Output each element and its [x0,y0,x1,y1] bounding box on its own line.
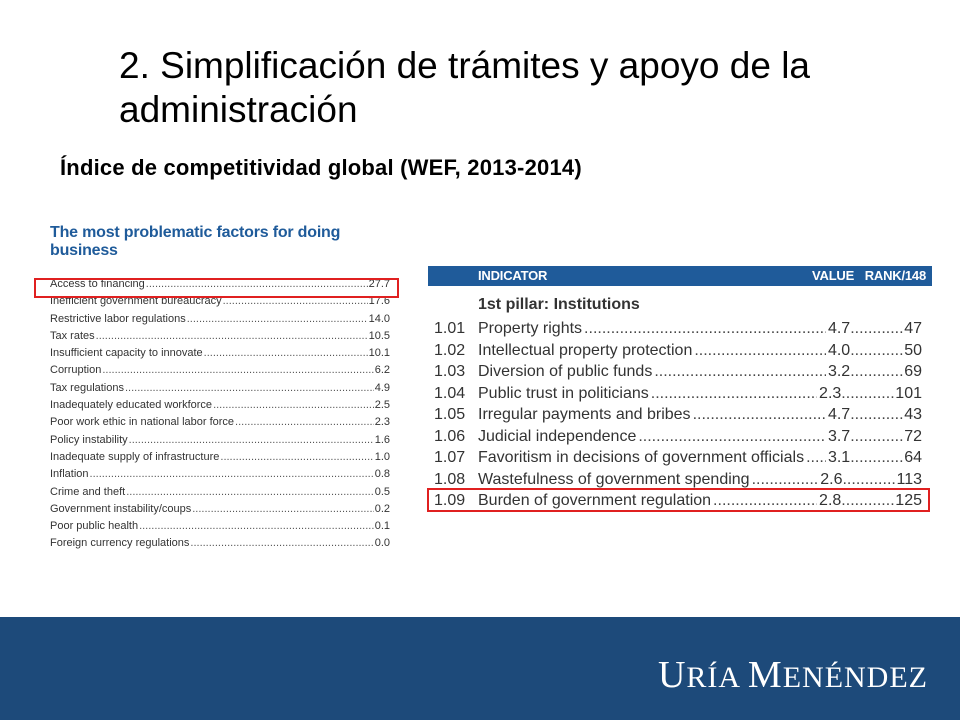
indicator-number: 1.05 [434,406,466,423]
factor-value: 0.8 [374,468,390,481]
indicator-rank: 113 [896,470,922,488]
factor-label: Tax regulations [50,381,124,394]
indicator-row [428,383,932,405]
indicator-rank: 69 [904,363,922,380]
indicator-name: Burden of government regulation [478,492,712,509]
indicator-number: 1.01 [434,320,466,337]
leader-dots [638,426,826,448]
indicator-list [428,318,932,512]
indicator-value: 3.7 [827,427,851,445]
highlight-box-regulation [427,488,930,512]
indicator-value: 2.8 [819,492,842,509]
indicator-value: 4.0 [827,341,851,359]
indicator-name: Favoritism in decisions of government officials [478,449,805,466]
header-indicator: INDICATOR [478,268,548,283]
leader-dots [96,328,368,345]
indicator-rank: 101 [895,384,922,402]
indicator-number: 1.03 [434,363,466,380]
factor-label: Access to financing [50,278,145,290]
indicator-value: 3.2 [827,363,851,380]
leader-dots [235,414,374,431]
indicator-row [428,318,932,340]
slide-title: 2. Simplificación de trámites y apoyo de la administración [119,45,811,130]
factor-value: 6.2 [374,364,390,377]
factor-row [50,518,390,535]
indicator-number: 1.06 [434,427,466,445]
highlight-box-bureaucracy [34,278,399,298]
factor-value: 27.7 [368,278,390,290]
indicator-number: 1.04 [434,384,466,402]
indicator-value: 4.7 [827,320,851,337]
uria-menendez-logo: URÍA MENÉNDEZ [657,654,928,696]
factor-row [50,501,390,518]
factor-value: 2.5 [374,399,390,412]
indicator-row [428,340,932,362]
leader-dots [850,447,904,469]
leader-dots [204,345,368,362]
leader-dots [842,469,896,491]
factor-row [50,397,390,414]
factor-label: Corruption [50,364,102,377]
indicator-rank: 72 [904,427,922,445]
leader-dots [187,311,368,328]
leader-dots [126,484,374,501]
indicator-row [428,404,932,426]
indicator-name: Irregular payments and bribes [478,406,691,423]
leader-dots [139,518,374,535]
slide-subtitle: Índice de competitividad global (WEF, 2013-2014) [60,155,582,180]
problematic-factors-table [50,224,390,553]
factor-row [50,484,390,501]
factor-row [50,362,390,379]
leader-dots [190,535,373,552]
factor-label: Inflation [50,468,89,481]
leader-dots [841,383,895,405]
factor-label: Foreign currency regulations [50,537,190,550]
indicator-row [428,447,932,469]
leader-dots [192,501,373,518]
indicator-number: 1.09 [434,492,466,509]
leader-dots [694,340,826,362]
indicator-name: Judicial independence [478,427,637,445]
indicator-row [428,426,932,448]
indicator-number: 1.07 [434,449,466,466]
factor-value: 10.1 [368,347,390,360]
indicator-rank: 43 [904,406,922,423]
leader-dots [850,361,904,383]
factor-row [50,328,390,345]
factor-value: 4.9 [374,381,390,394]
indicator-number: 1.02 [434,341,466,359]
leader-dots [850,340,904,362]
indicator-value: 2.3 [819,384,842,402]
factor-value: 0.0 [374,537,390,550]
indicator-name: Property rights [478,320,583,337]
indicator-name: Intellectual property protection [478,341,693,359]
factor-row [50,414,390,431]
factor-value: 0.1 [374,520,390,533]
leader-dots [850,404,904,426]
header-rank: RANK/148 [864,268,926,283]
leader-dots [102,362,373,379]
indicator-name: Wastefulness of government spending [478,470,750,488]
indicator-value: 2.6 [820,470,843,488]
indicator-number: 1.08 [434,470,466,488]
factor-value: 17.6 [368,295,390,308]
indicator-rank: 47 [904,320,922,337]
indicator-header [428,266,932,286]
factor-row [50,432,390,449]
factor-label: Restrictive labor regulations [50,312,186,325]
factor-value: 1.0 [374,450,390,463]
indicator-value: 4.7 [827,406,851,423]
header-value: VALUE [812,268,855,283]
leader-dots [90,466,374,483]
factor-value: 14.0 [368,312,390,325]
indicator-table [428,266,932,512]
factor-label: Poor public health [50,520,139,533]
leader-dots [129,432,374,449]
leader-dots [584,318,826,340]
factor-value: 2.3 [374,416,390,429]
indicator-row [428,361,932,383]
factor-value: 0.2 [374,502,390,515]
indicator-rank: 50 [904,341,922,359]
pillar-title: 1st pillar: Institutions [478,296,640,313]
leader-dots [752,469,819,491]
indicator-name: Diversion of public funds [478,363,653,380]
leader-dots [651,383,817,405]
factor-row [50,311,390,328]
factor-label: Insufficient capacity to innovate [50,347,203,360]
indicator-value: 3.1 [827,449,851,466]
indicator-name: Public trust in politicians [478,384,649,402]
factor-row [50,449,390,466]
leader-dots [213,397,374,414]
factor-label: Poor work ethic in national labor force [50,416,235,429]
factor-label: Inadequate supply of infrastructure [50,450,220,463]
leader-dots [850,318,904,340]
factor-value: 0.5 [374,485,390,498]
factors-heading: The most problematic factors for doing business [50,224,341,259]
indicator-row [428,469,932,491]
factor-label: Policy instability [50,433,128,446]
factor-row [50,380,390,397]
indicator-rank: 64 [904,449,922,466]
factor-row [50,466,390,483]
factor-value: 10.5 [368,329,390,342]
factor-label: Government instability/coups [50,502,192,515]
factor-row [50,345,390,362]
factor-label: Crime and theft [50,485,126,498]
factor-label: Tax rates [50,329,95,342]
factors-list [50,276,390,553]
factor-label: Inefficient government bureaucracy [50,295,222,308]
factor-value: 1.6 [374,433,390,446]
footer-bar [0,617,960,720]
factor-row [50,535,390,552]
leader-dots [654,361,826,383]
leader-dots [125,380,374,397]
leader-dots [693,404,826,426]
factor-label: Inadequately educated workforce [50,399,213,412]
leader-dots [220,449,373,466]
leader-dots [806,447,826,469]
leader-dots [850,426,904,448]
indicator-rank: 125 [895,492,922,509]
